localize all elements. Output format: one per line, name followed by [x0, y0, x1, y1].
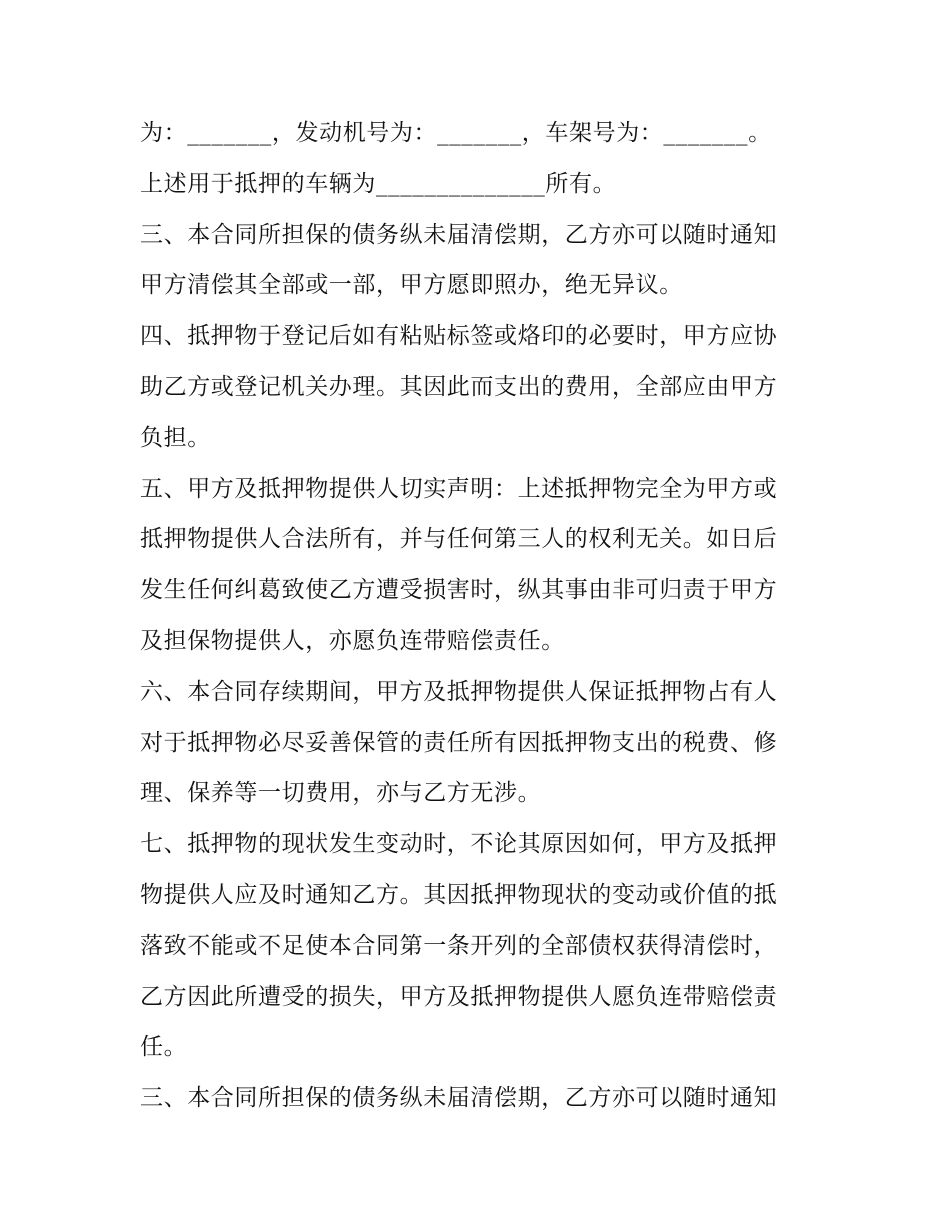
text-line: 对于抵押物必尽妥善保管的责任所有因抵押物支出的税费、修: [140, 729, 778, 756]
text-line: 物提供人应及时通知乙方。其因抵押物现状的变动或价值的抵: [140, 881, 778, 908]
text-line: 五、甲方及抵押物提供人切实声明：上述抵押物完全为甲方或: [140, 475, 778, 502]
text-line: 发生任何纠葛致使乙方遭受损害时，纵其事由非可归责于甲方: [140, 577, 778, 604]
text-line: 为：_______，发动机号为：_______，车架号为：_______。: [140, 120, 772, 146]
text-line: 三、本合同所担保的债务纵未届清偿期，乙方亦可以随时通知: [140, 1085, 778, 1112]
text-line: 及担保物提供人，亦愿负连带赔偿责任。: [140, 627, 565, 654]
text-line: 甲方清偿其全部或一部，甲方愿即照办，绝无异议。: [140, 272, 683, 299]
text-line: 抵押物提供人合法所有，并与任何第三人的权利无关。如日后: [140, 526, 778, 553]
text-line: 乙方因此所遭受的损失，甲方及抵押物提供人愿负连带赔偿责: [140, 983, 778, 1010]
text-line: 六、本合同存续期间，甲方及抵押物提供人保证抵押物占有人: [140, 678, 778, 705]
text-line: 理、保养等一切费用，亦与乙方无涉。: [140, 780, 542, 807]
text-line: 落致不能或不足使本合同第一条开列的全部债权获得清偿时，: [140, 932, 778, 959]
text-line: 上述用于抵押的车辆为______________所有。: [140, 170, 617, 197]
text-line: 四、抵押物于登记后如有粘贴标签或烙印的必要时，甲方应协: [140, 323, 778, 350]
text-line: 三、本合同所担保的债务纵未届清偿期，乙方亦可以随时通知: [140, 221, 778, 248]
text-line: 助乙方或登记机关办理。其因此而支出的费用，全部应由甲方: [140, 373, 778, 400]
text-line: 负担。: [140, 424, 211, 451]
contract-text-body: [140, 108, 820, 1124]
text-line: 七、抵押物的现状发生变动时，不论其原因如何，甲方及抵押: [140, 831, 778, 858]
text-line: 任。: [140, 1034, 188, 1061]
